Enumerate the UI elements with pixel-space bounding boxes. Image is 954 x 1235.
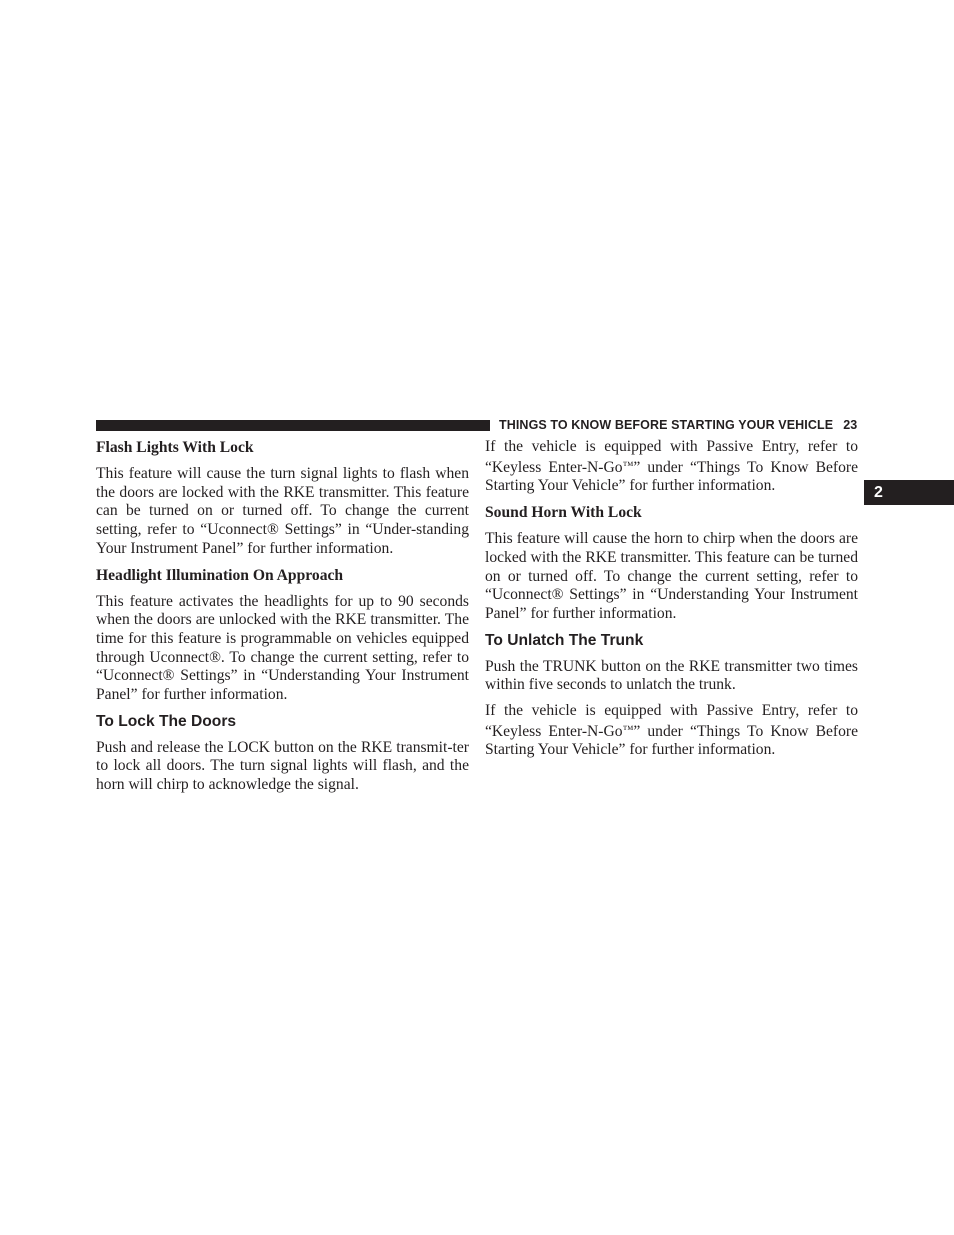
page-number: 23: [843, 418, 858, 432]
passive-entry-note-2: [485, 702, 858, 760]
unlatch-trunk-heading: To Unlatch The Trunk: [485, 631, 644, 649]
lock-doors-body: Push and release the LOCK button on the RKE transmit-ter to lock all doors. The turn signal lights will flash, and the horn will chirp to acknowledge the signal.: [96, 738, 469, 794]
running-header: [499, 417, 859, 433]
sound-horn-body: This feature will cause the horn to chirp when the doors are locked with the RKE transmitter. This feature can be turned on or turned off. To change the current setting, refer to “Uconnect® Settings” in “Understanding Your Instrument Panel” for further information.: [485, 530, 858, 622]
header-title: THINGS TO KNOW BEFORE STARTING YOUR VEHICLE: [499, 418, 834, 432]
trademark-symbol: ™: [622, 459, 634, 472]
flash-lights-heading: Flash Lights With Lock: [96, 439, 254, 456]
lock-doors-heading: To Lock The Doors: [96, 712, 237, 730]
passive-entry-note-1: [485, 438, 858, 496]
passive-entry-note-2-end: ” under “Things To Know Before Starting Your Vehicle” for further information.: [485, 722, 858, 759]
headlight-illumination-heading: Headlight Illumination On Approach: [96, 566, 344, 584]
passive-entry-note-2-start: If the vehicle is equipped with Passive Entry, refer to “Keyless Enter-N-Go: [485, 702, 858, 740]
sound-horn-heading: Sound Horn With Lock: [485, 504, 642, 522]
header-rule: [96, 420, 490, 431]
chapter-tab: 2: [864, 480, 954, 505]
unlatch-trunk-body: Push the TRUNK button on the RKE transmitter two times within five seconds to unlatch the trunk.: [485, 657, 858, 694]
flash-lights-body: This feature will cause the turn signal lights to flash when the doors are locked with the RKE transmitter. This feature can be turned on or turned off. To change the current setting, refer to “Uconnect® Settings” in “Under-standing Your Instrument Panel” for further information.: [96, 465, 469, 557]
passive-entry-note-1-end: ” under “Things To Know Before Starting Your Vehicle” for further information.: [485, 458, 858, 495]
right-column: [485, 438, 858, 767]
passive-entry-note-1-start: If the vehicle is equipped with Passive Entry, refer to “Keyless Enter-N-Go: [485, 438, 858, 476]
left-column: [96, 438, 469, 802]
headlight-illumination-body: This feature activates the headlights for up to 90 seconds when the doors are unlocked with the RKE transmitter. The time for this feature is programmable on vehicles equipped through Uconnect®. To change the current setting, refer to “Uconnect® Settings” in “Understanding Your Instrument Panel” for further information.: [96, 592, 469, 704]
trademark-symbol: ™: [622, 723, 634, 736]
